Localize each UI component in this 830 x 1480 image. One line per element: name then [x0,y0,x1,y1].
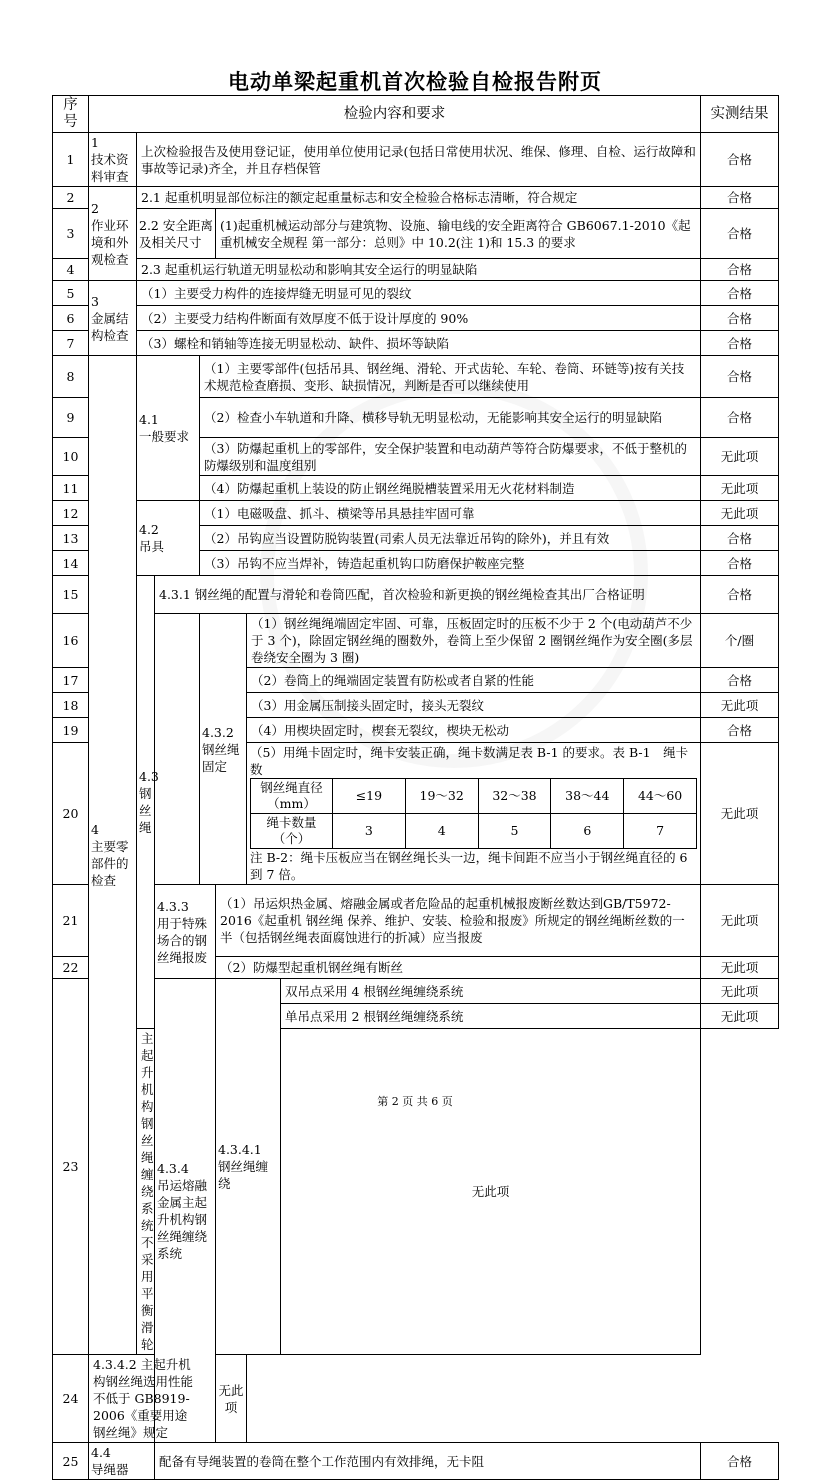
clip-count: 6 [551,814,624,849]
row-no: 24 [53,1355,89,1443]
row-text: （1）主要受力构件的连接焊缝无明显可见的裂纹 [137,281,701,306]
row-text: （2）检查小车轨道和升降、横移导轨无明显松动，无能影响其安全运行的明显缺陷 [200,398,701,438]
rope-diameter: 19～32 [405,779,478,814]
row-result: 合格 [701,331,779,356]
section-2-2: 2.2 安全距离及相关尺寸 [137,209,216,259]
row-no: 9 [53,398,89,438]
row-result: 合格 [701,187,779,209]
clip-count: 3 [333,814,406,849]
row-no: 21 [53,885,89,957]
row-no: 13 [53,526,89,551]
section-1: 1 技术资料审查 [89,133,137,187]
row-no: 2 [53,187,89,209]
row-no: 14 [53,551,89,576]
section-4-4: 4.4 导绳器 [89,1443,155,1480]
row-result: 合格 [701,281,779,306]
row-result: 无此项 [701,438,779,476]
row-result: 无此项 [701,979,779,1004]
row-text: （4）用楔块固定时，楔套无裂纹，楔块无松动 [247,718,701,743]
row-text: （4）防爆起重机上装设的防止钢丝绳脱槽装置采用无火花材料制造 [200,476,701,501]
row-text: （3）螺栓和销轴等连接无明显松动、缺件、损坏等缺陷 [137,331,701,356]
row-result: 无此项 [216,1355,247,1443]
row-text: （2）主要受力结构件断面有效厚度不低于设计厚度的 90% [137,306,701,331]
row-text: （1）吊运炽热金属、熔融金属或者危险品的起重机械报废断丝数达到GB/T5972-2016《起重机 钢丝绳 保养、维护、安装、检验和报废》所规定的钢丝绳断丝数的一半（包括钢丝绳表面腐蚀进行的折减）应当报废 [216,885,701,957]
section-4-1: 4.1 一般要求 [137,356,200,501]
row-result: 无此项 [281,1029,701,1355]
row-text: 配备有导绳装置的卷筒在整个工作范围内有效排绳，无卡阻 [155,1443,701,1480]
rope-clip-note: 注 B-2：绳卡压板应当在钢丝绳长头一边，绳卡间距不应当小于钢丝绳直径的 6 到 7 倍。 [250,850,688,882]
row-no: 18 [53,693,89,718]
row-no: 17 [53,668,89,693]
row-text: 2.1 起重机明显部位标注的额定起重量标志和安全检验合格标志清晰，符合规定 [137,187,701,209]
section-3: 3 金属结构检查 [89,281,137,356]
row-result: 合格 [701,1443,779,1480]
rope-diameter: 32～38 [478,779,551,814]
row-text: 双吊点采用 4 根钢丝绳缠绕系统 [281,979,701,1004]
row-result: 合格 [701,209,779,259]
row-no: 20 [53,743,89,885]
row-result: 合格 [701,306,779,331]
row-result: 无此项 [701,957,779,979]
row-no: 5 [53,281,89,306]
row-result: 个/圈 [701,614,779,668]
rope-diameter-label: 钢丝绳直径（mm） [251,779,333,814]
row-result: 合格 [701,668,779,693]
row-text: （1）主要零部件(包括吊具、钢丝绳、滑轮、开式齿轮、车轮、卷筒、环链等)按有关技术规范检查磨损、变形、缺损情况，判断是否可以继续使用 [200,356,701,398]
section-4-2: 4.2 吊具 [137,501,200,576]
page-title: 电动单梁起重机首次检验自检报告附页 [228,70,602,94]
row-no: 16 [53,614,89,668]
rope-clip-cell [247,743,701,885]
clip-count: 5 [478,814,551,849]
row-result: 合格 [701,551,779,576]
inspection-table [52,95,779,1480]
row-no: 8 [53,356,89,398]
row-text: 2.3 起重机运行轨道无明显松动和影响其安全运行的明显缺陷 [137,259,701,281]
row-text: （5）用绳卡固定时，绳卡安装正确，绳卡数满足表 B-1 的要求。表 B-1 绳卡数 [250,745,689,777]
header-content: 检验内容和要求 [89,96,701,133]
row-result: 合格 [701,576,779,614]
row-text: (1)起重机械运动部分与建筑物、设施、输电线的安全距离符合 GB6067.1-2010《起重机械安全规程 第一部分：总则》中 10.2(注 1)和 15.3 的要求 [216,209,701,259]
row-result: 无此项 [701,501,779,526]
section-4-3-4-1: 4.3.4.1 钢丝绳缠绕 [216,979,281,1355]
row-no: 1 [53,133,89,187]
row-result: 合格 [701,398,779,438]
row-text: 单吊点采用 2 根钢丝绳缠绕系统 [281,1004,701,1029]
row-result: 合格 [701,133,779,187]
section-4: 4 主要零部件的检查 [89,356,137,1355]
row-no: 11 [53,476,89,501]
clip-count: 4 [405,814,478,849]
row-text: 4.3.1 钢丝绳的配置与滑轮和卷筒匹配，首次检验和新更换的钢丝绳检查其出厂合格证明 [155,576,701,614]
clip-count: 7 [624,814,697,849]
page-footer: 第 2 页 共 6 页 [377,1095,453,1108]
row-result: 无此项 [701,743,779,885]
row-no: 12 [53,501,89,526]
row-no: 3 [53,209,89,259]
row-result: 无此项 [701,885,779,957]
row-result: 无此项 [701,476,779,501]
row-text: （3）用金属压制接头固定时，接头无裂纹 [247,693,701,718]
row-no: 4 [53,259,89,281]
section-4-3-2: 4.3.2 钢丝绳固定 [200,614,247,885]
row-no: 7 [53,331,89,356]
row-text: （2）防爆型起重机钢丝绳有断丝 [216,957,701,979]
row-text: （2）吊钩应当设置防脱钩装置(司索人员无法靠近吊钩的除外)，并且有效 [200,526,701,551]
section-4-3-4: 4.3.4 吊运熔融金属主起升机构钢丝绳缠绕系统 [155,979,216,1443]
rope-diameter: 44～60 [624,779,697,814]
row-no: 15 [53,576,89,614]
row-no: 23 [53,979,89,1355]
row-result: 合格 [701,526,779,551]
row-no: 6 [53,306,89,331]
rope-clip-table [250,778,697,849]
row-result: 合格 [701,718,779,743]
rope-diameter: ≤19 [333,779,406,814]
row-result: 无此项 [701,693,779,718]
row-no: 10 [53,438,89,476]
row-no: 22 [53,957,89,979]
row-text: 上次检验报告及使用登记证，使用单位使用记录(包括日常使用状况、维保、修理、自检、运行故障和事故等记录)齐全，并且存档保管 [137,133,701,187]
header-no: 序号 [53,96,89,133]
row-no: 19 [53,718,89,743]
section-2: 2 作业环境和外观检查 [89,187,137,281]
row-text: （3）防爆起重机上的零部件，安全保护装置和电动葫芦等符合防爆要求，不低于整机的防爆级别和温度组别 [200,438,701,476]
row-no: 25 [53,1443,89,1480]
row-result: 合格 [701,259,779,281]
section-4-3-3: 4.3.3 用于特殊场合的钢丝绳报废 [155,885,216,979]
rope-diameter: 38～44 [551,779,624,814]
header-result: 实测结果 [701,96,779,133]
row-text: （1）钢丝绳绳端固定牢固、可靠，压板固定时的压板不少于 2 个(电动葫芦不少于 3 个)，除固定钢丝绳的圈数外，卷筒上至少保留 2 圈钢丝绳作为安全圈(多层卷绕安全圈为 3 圈) [247,614,701,668]
row-text: （2）卷筒上的绳端固定装置有防松或者自紧的性能 [247,668,701,693]
row-result: 合格 [701,356,779,398]
row-result: 无此项 [701,1004,779,1029]
row-text: 4.3.4.2 主起升机构钢丝绳选用性能不低于 GB8919-2006《重要用途钢丝绳》规定 [89,1355,200,1443]
clip-count-label: 绳卡数量（个） [251,814,333,849]
row-text: （3）吊钩不应当焊补，铸造起重机钩口防磨保护鞍座完整 [200,551,701,576]
row-text: 主起升机构钢丝绳缠绕系统不采用平衡滑轮 [137,1029,155,1355]
section-4-3: 4.3 钢丝绳 [137,576,155,1029]
row-text: （1）电磁吸盘、抓斗、横梁等吊具悬挂牢固可靠 [200,501,701,526]
